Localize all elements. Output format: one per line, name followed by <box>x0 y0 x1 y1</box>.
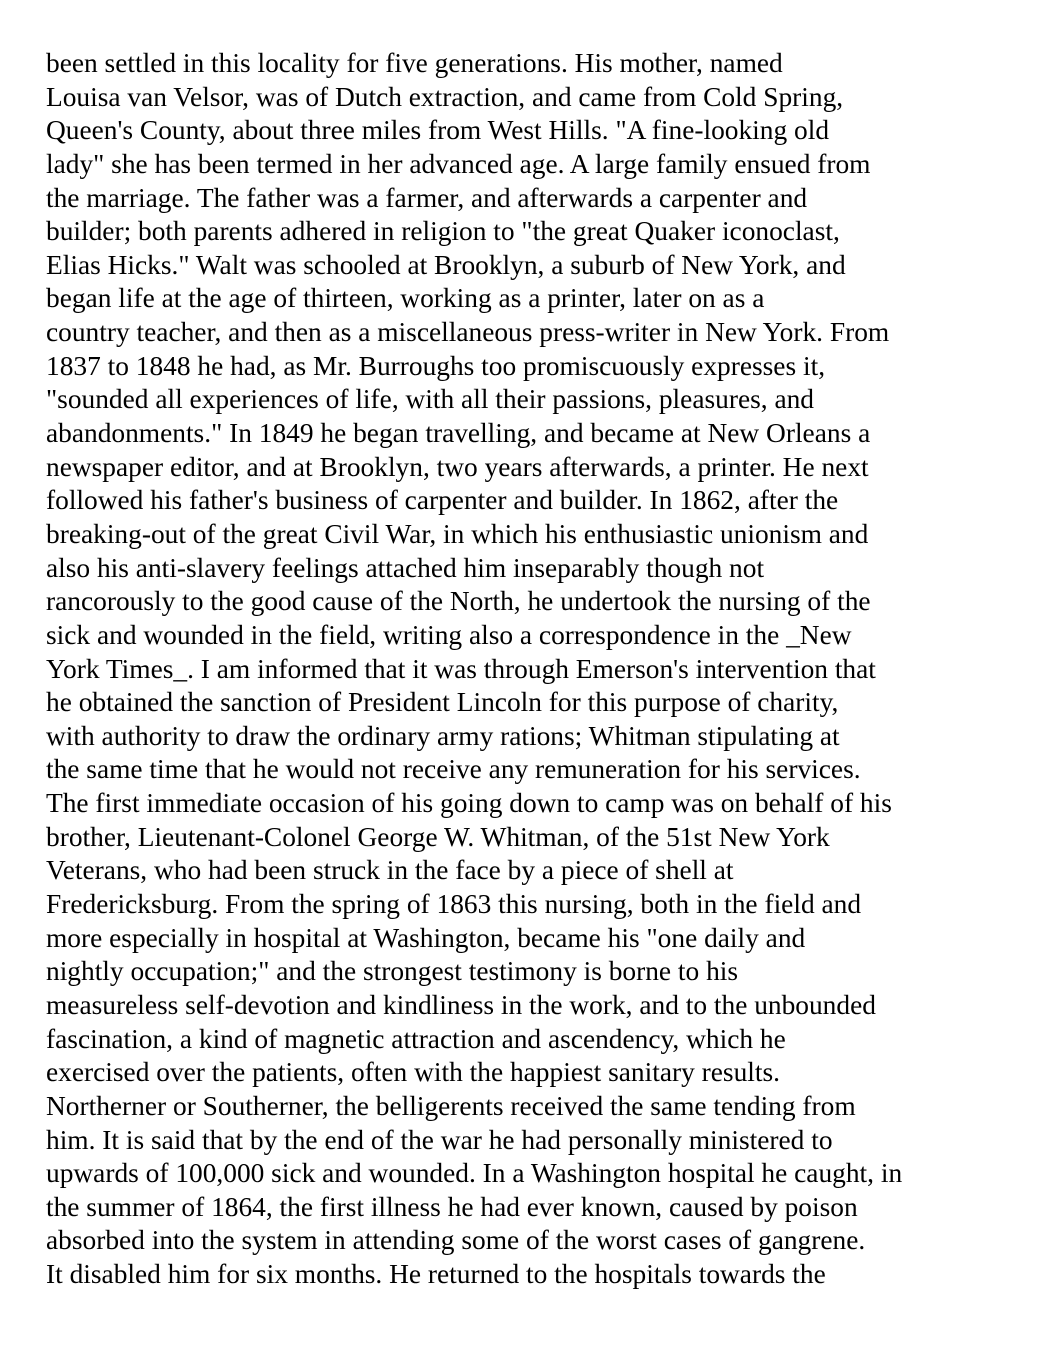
text-line: sick and wounded in the field, writing also a correspondence in the _New <box>46 619 852 650</box>
text-line: the same time that he would not receive any remuneration for his services. <box>46 754 861 785</box>
text-line: York Times_. I am informed that it was through Emerson's intervention that <box>46 653 876 684</box>
text-line: Queen's County, about three miles from West Hills. "A fine-looking old <box>46 115 830 146</box>
text-line: It disabled him for six months. He returned to the hospitals towards the <box>46 1259 826 1290</box>
body-text <box>46 47 1006 1292</box>
text-line: nightly occupation;" and the strongest testimony is borne to his <box>46 956 739 987</box>
text-line: builder; both parents adhered in religion to "the great Quaker iconoclast, <box>46 216 840 247</box>
text-line: lady" she has been termed in her advanced age. A large family ensued from <box>46 148 871 179</box>
text-line: breaking-out of the great Civil War, in which his enthusiastic unionism and <box>46 518 869 549</box>
text-line: country teacher, and then as a miscellaneous press-writer in New York. From <box>46 317 890 348</box>
text-line: Veterans, who had been struck in the face by a piece of shell at <box>46 855 734 886</box>
text-line: exercised over the patients, often with the happiest sanitary results. <box>46 1057 780 1088</box>
text-line: rancorously to the good cause of the North, he undertook the nursing of the <box>46 586 871 617</box>
text-line: began life at the age of thirteen, working as a printer, later on as a <box>46 283 765 314</box>
text-line: upwards of 100,000 sick and wounded. In a Washington hospital he caught, in <box>46 1158 903 1189</box>
text-line: also his anti-slavery feelings attached him inseparably though not <box>46 552 765 583</box>
text-line: Fredericksburg. From the spring of 1863 this nursing, both in the field and <box>46 889 862 920</box>
text-line: Louisa van Velsor, was of Dutch extraction, and came from Cold Spring, <box>46 81 844 112</box>
text-line: the marriage. The father was a farmer, and afterwards a carpenter and <box>46 182 808 213</box>
text-line: 1837 to 1848 he had, as Mr. Burroughs too promiscuously expresses it, <box>46 350 826 381</box>
text-line: brother, Lieutenant-Colonel George W. Whitman, of the 51st New York <box>46 821 830 852</box>
text-line: absorbed into the system in attending some of the worst cases of gangrene. <box>46 1225 866 1256</box>
text-line: The first immediate occasion of his going down to camp was on behalf of his <box>46 788 892 819</box>
text-line: followed his father's business of carpenter and builder. In 1862, after the <box>46 485 839 516</box>
text-line: been settled in this locality for five generations. His mother, named <box>46 48 783 78</box>
text-line: fascination, a kind of magnetic attraction and ascendency, which he <box>46 1023 786 1054</box>
document-page <box>46 47 1006 1292</box>
text-line: Northerner or Southerner, the belligerents received the same tending from <box>46 1090 856 1121</box>
text-line: abandonments." In 1849 he began travelling, and became at New Orleans a <box>46 418 871 449</box>
text-line: Elias Hicks." Walt was schooled at Brooklyn, a suburb of New York, and <box>46 249 846 280</box>
text-line: the summer of 1864, the first illness he had ever known, caused by poison <box>46 1191 858 1222</box>
text-line: newspaper editor, and at Brooklyn, two years afterwards, a printer. He next <box>46 451 869 482</box>
text-line: "sounded all experiences of life, with all their passions, pleasures, and <box>46 384 815 415</box>
text-line: him. It is said that by the end of the war he had personally ministered to <box>46 1124 833 1155</box>
text-line: with authority to draw the ordinary army rations; Whitman stipulating at <box>46 720 840 751</box>
text-line: more especially in hospital at Washington, became his "one daily and <box>46 922 806 953</box>
text-line: he obtained the sanction of President Lincoln for this purpose of charity, <box>46 687 839 718</box>
text-line: measureless self-devotion and kindliness in the work, and to the unbounded <box>46 989 876 1020</box>
